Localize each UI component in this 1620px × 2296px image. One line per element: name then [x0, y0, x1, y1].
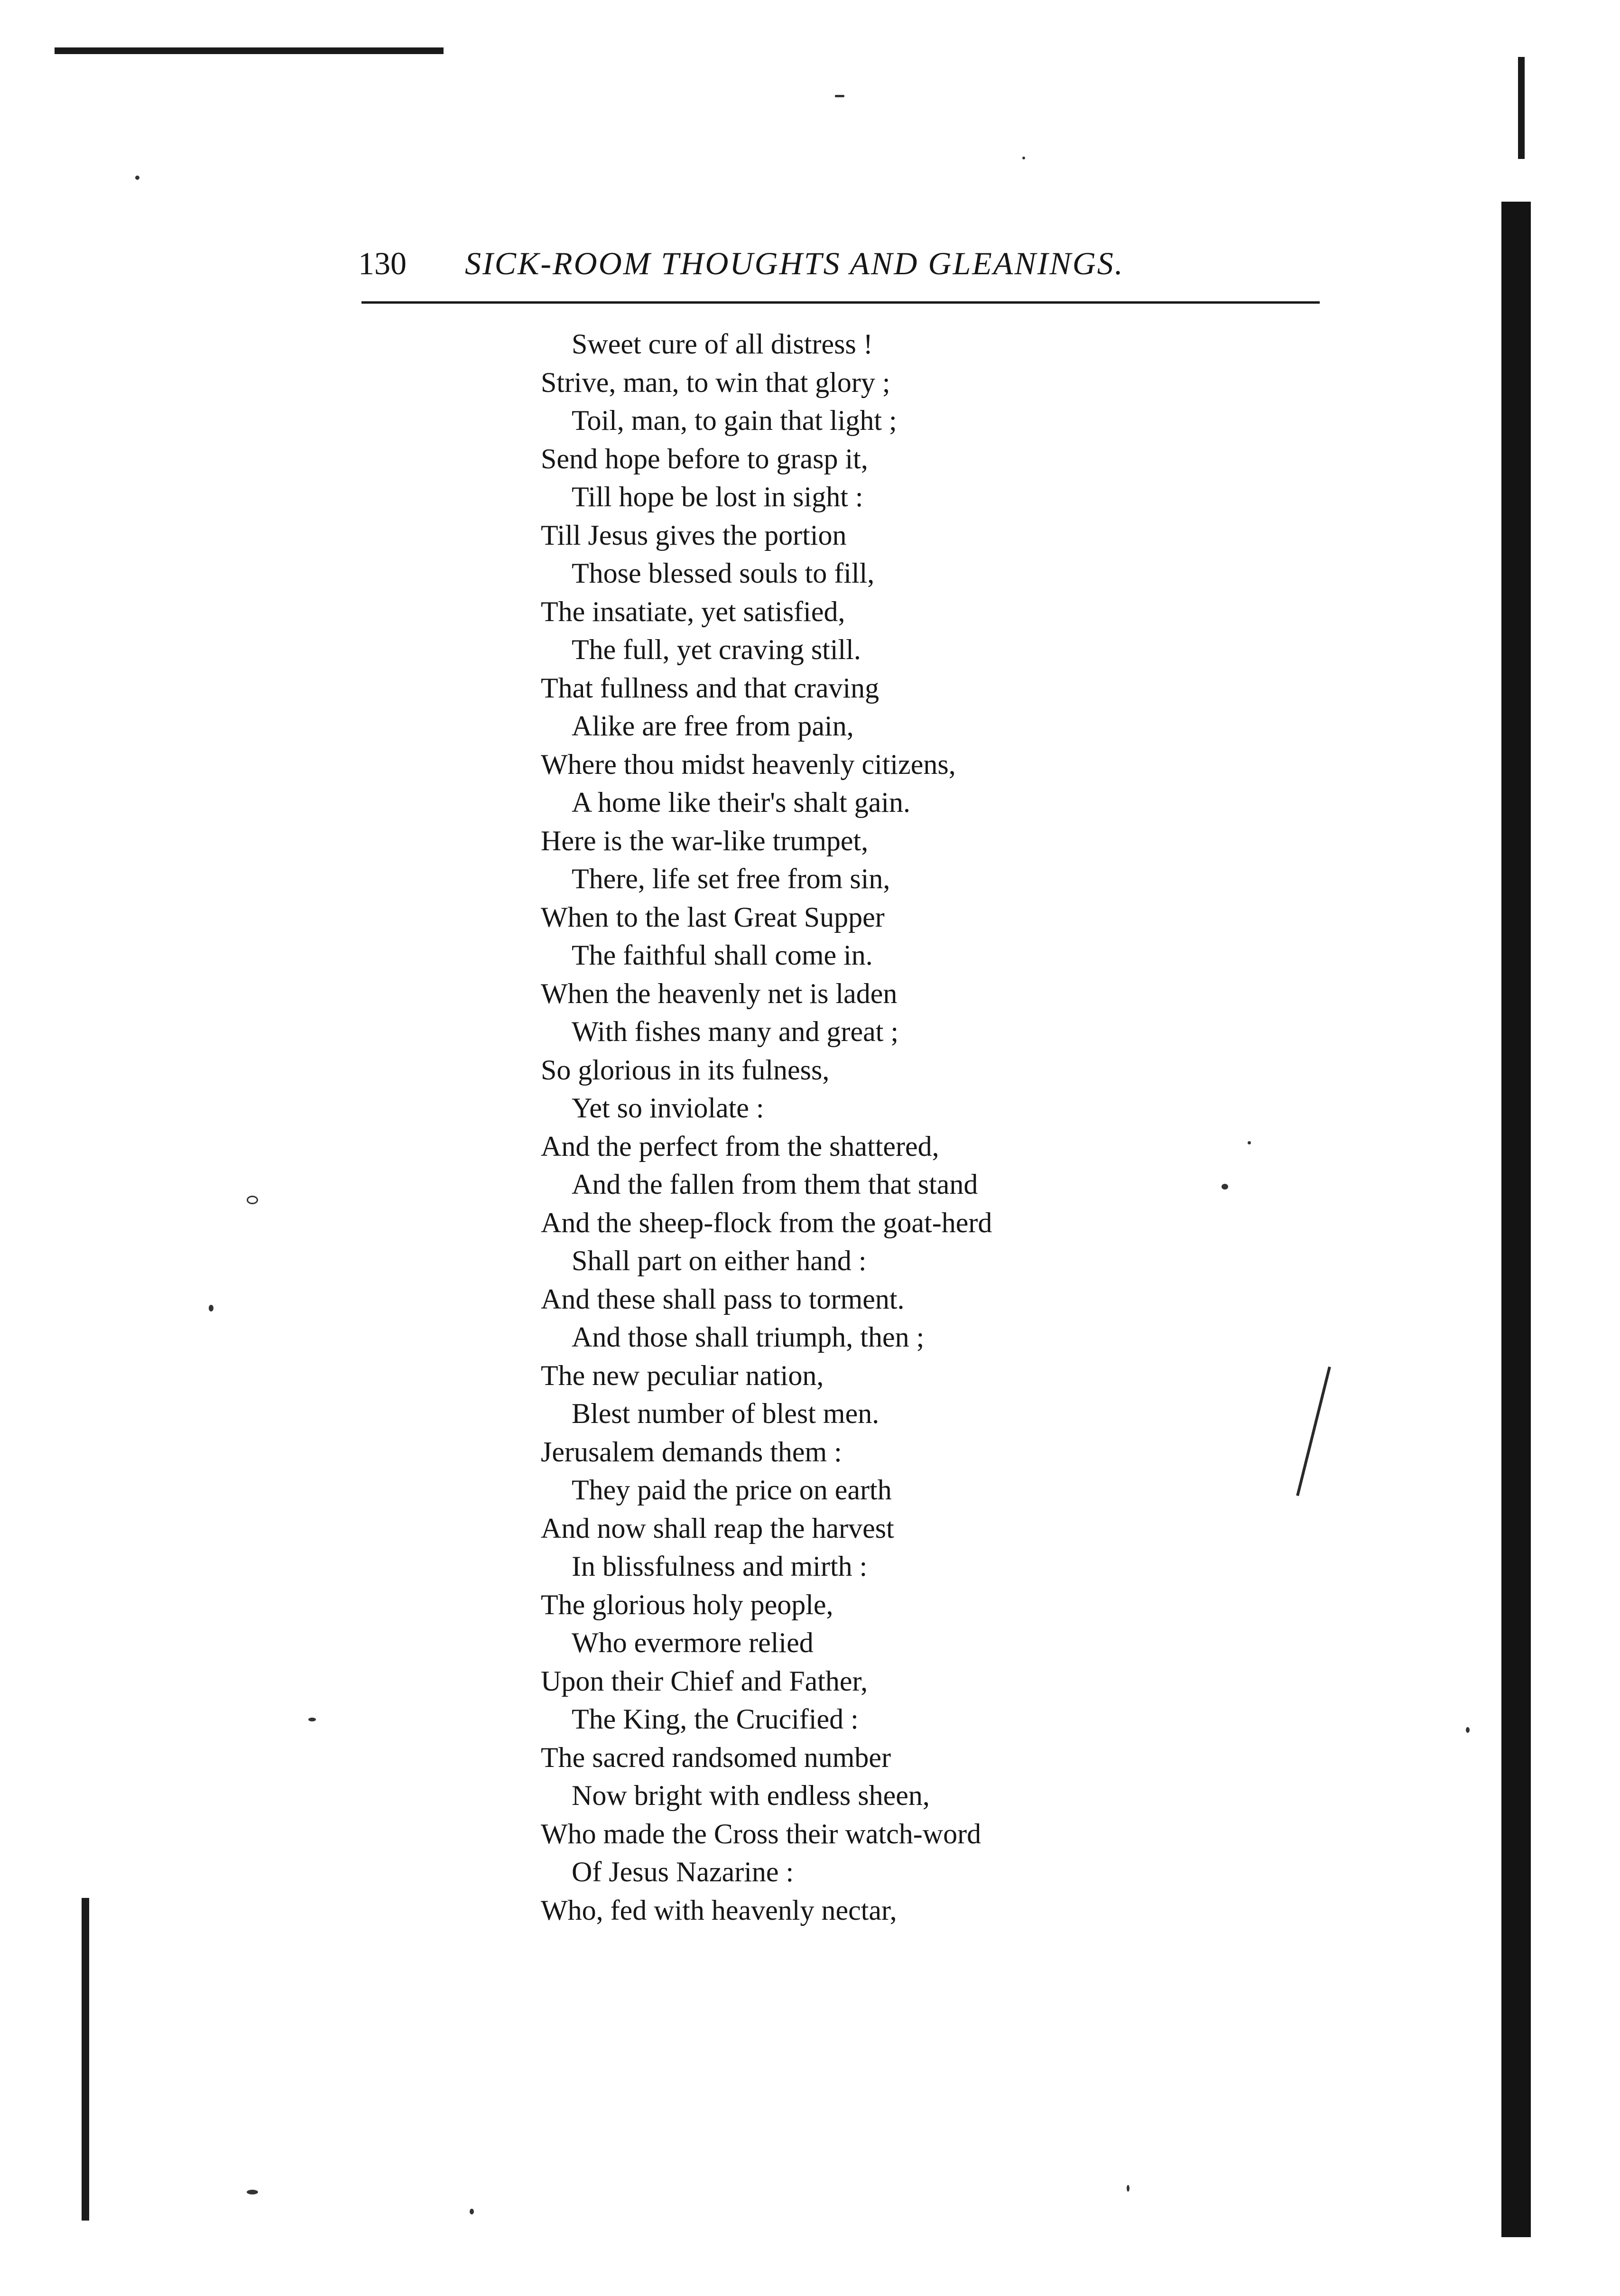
poem-line: Who evermore relied	[572, 1627, 814, 1658]
scan-speck	[135, 176, 139, 180]
poem-line: The faithful shall come in.	[572, 939, 873, 971]
scan-artifact-left-edge	[82, 1898, 89, 2221]
poem-line: Of Jesus Nazarine :	[572, 1856, 794, 1887]
poem-line: A home like their's shalt gain.	[572, 787, 911, 818]
running-title: SICK-ROOM THOUGHTS AND GLEANINGS.	[465, 245, 1124, 281]
scan-speck	[1466, 1727, 1470, 1733]
scan-speck	[247, 2190, 258, 2194]
poem-line: Upon their Chief and Father,	[541, 1665, 868, 1697]
poem-line: Send hope before to grasp it,	[541, 443, 868, 474]
poem-line: When to the last Great Supper	[541, 901, 885, 933]
page-number: 130	[358, 245, 407, 281]
poem-line: Jerusalem demands them :	[541, 1436, 842, 1468]
poem-line: Yet so inviolate :	[572, 1092, 764, 1124]
poem-line: Shall part on either hand :	[572, 1245, 867, 1276]
scan-speck	[470, 2209, 474, 2214]
header-rule	[361, 301, 1320, 304]
poem-line: So glorious in its fulness,	[541, 1054, 830, 1086]
poem-line: Who made the Cross their watch-word	[541, 1818, 981, 1850]
poem-line: The insatiate, yet satisfied,	[541, 595, 845, 627]
poem-line: And the fallen from them that stand	[572, 1169, 978, 1200]
poem-line: That fullness and that craving	[541, 672, 879, 704]
poem-line: There, life set free from sin,	[572, 863, 890, 894]
poem-line: With fishes many and great ;	[572, 1016, 899, 1047]
poem-line: Strive, man, to win that glory ;	[541, 366, 890, 398]
poem-line: And those shall triumph, then ;	[572, 1321, 925, 1353]
poem-line: The glorious holy people,	[541, 1589, 833, 1620]
scan-speck	[209, 1305, 213, 1311]
scan-artifact-stroke	[1296, 1366, 1331, 1496]
scan-artifact-bar	[55, 47, 444, 54]
poem-line: Sweet cure of all distress !	[572, 328, 873, 360]
poem-line: The sacred randsomed number	[541, 1741, 891, 1773]
poem-line: Blest number of blest men.	[572, 1398, 879, 1429]
scan-speck	[1022, 157, 1025, 159]
poem-text	[541, 325, 1157, 1929]
scan-speck	[1222, 1184, 1228, 1190]
scan-speck	[308, 1718, 316, 1721]
running-head	[358, 237, 1245, 289]
poem-line: In blissfulness and mirth :	[572, 1551, 868, 1582]
poem-line: Now bright with endless sheen,	[572, 1780, 930, 1811]
scan-speck	[1248, 1141, 1251, 1144]
poem-line: Toil, man, to gain that light ;	[572, 405, 897, 436]
poem-line: Here is the war-like trumpet,	[541, 825, 869, 856]
poem-line: Where thou midst heavenly citizens,	[541, 748, 956, 780]
poem-line: The full, yet craving still.	[572, 634, 861, 665]
scan-speck	[1127, 2185, 1129, 2192]
poem-line: And the sheep-flock from the goat-herd	[541, 1207, 992, 1238]
poem-line: Those blessed souls to fill,	[572, 558, 875, 589]
poem-line: Who, fed with heavenly nectar,	[541, 1894, 897, 1926]
scan-speck	[247, 1196, 258, 1204]
poem-line: They paid the price on earth	[572, 1474, 892, 1506]
scan-speck	[835, 95, 844, 97]
poem-line: And the perfect from the shattered,	[541, 1130, 939, 1162]
poem-line: Alike are free from pain,	[572, 710, 854, 742]
poem-line: The King, the Crucified :	[572, 1703, 859, 1735]
poem-line: Till Jesus gives the portion	[541, 519, 847, 551]
poem-line: When the heavenly net is laden	[541, 977, 898, 1009]
poem-line: And now shall reap the harvest	[541, 1512, 894, 1544]
poem-line: The new peculiar nation,	[541, 1359, 824, 1391]
scan-artifact-page-edge	[1501, 202, 1531, 2237]
scan-artifact-edge	[1518, 57, 1525, 159]
poem-line: And these shall pass to torment.	[541, 1283, 905, 1315]
poem-line: Till hope be lost in sight :	[572, 481, 863, 512]
